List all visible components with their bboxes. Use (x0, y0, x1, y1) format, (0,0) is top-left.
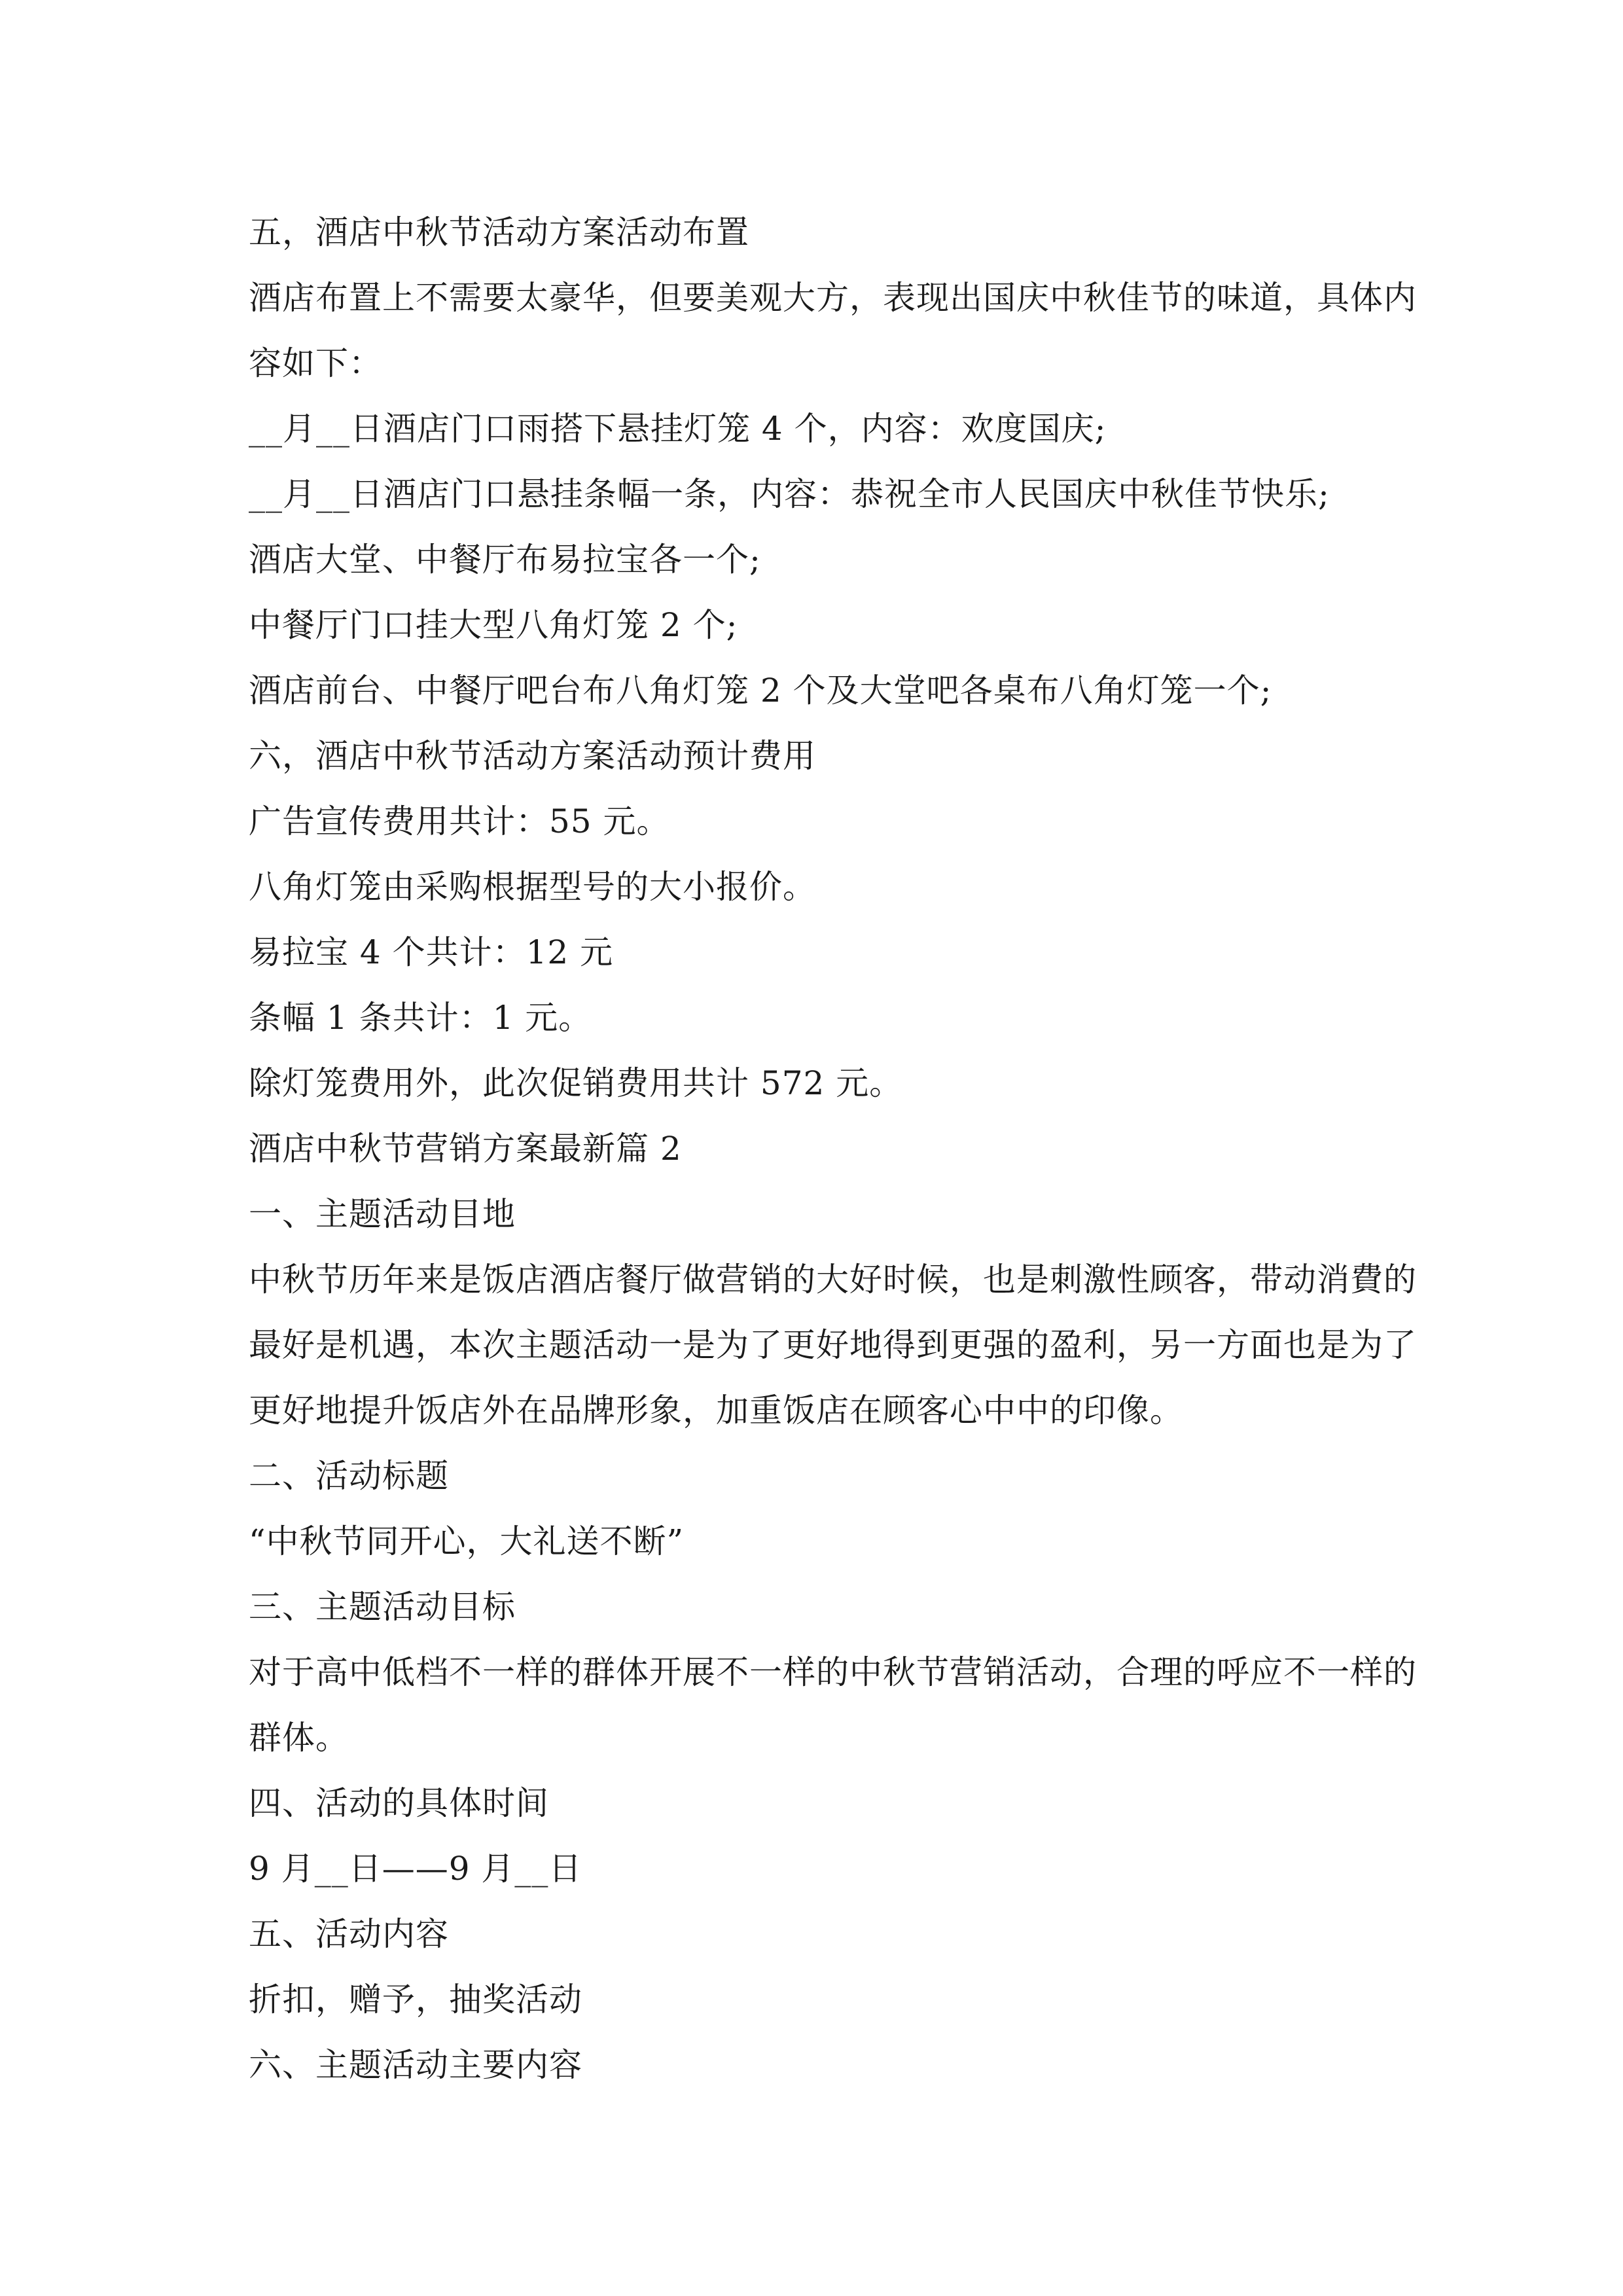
list-item: __月__日酒店门口悬挂条幅一条，内容：恭祝全市人民国庆中秋佳节快乐; (249, 475, 1330, 513)
list-item: 条幅 1 条共计：1 元。 (249, 999, 592, 1037)
paragraph-line: 酒店布置上不需要太豪华，但要美观大方，表现出国庆中秋佳节的味道，具体内 (249, 279, 1417, 317)
list-item: 易拉宝 4 个共计：12 元 (249, 933, 614, 971)
section-heading: 六、主题活动主要内容 (249, 2046, 582, 2084)
activity-dates: 9 月__日——9 月__日 (249, 1850, 582, 1888)
section-heading: 五、活动内容 (249, 1915, 449, 1953)
list-item: __月__日酒店门口雨搭下悬挂灯笼 4 个，内容：欢度国庆; (249, 410, 1107, 448)
paragraph-line: 群体。 (249, 1719, 349, 1757)
list-item: 中餐厅门口挂大型八角灯笼 2 个; (249, 606, 738, 644)
section-heading: 二、活动标题 (249, 1457, 449, 1495)
document-title: 酒店中秋节营销方案最新篇 2 (249, 1130, 682, 1168)
section-heading: 六，酒店中秋节活动方案活动预计费用 (249, 737, 816, 775)
list-item: 广告宣传费用共计：55 元。 (249, 802, 670, 840)
section-heading: 五，酒店中秋节活动方案活动布置 (249, 213, 749, 251)
section-heading: 四、活动的具体时间 (249, 1784, 549, 1822)
paragraph-line: 容如下： (249, 344, 382, 382)
list-item: 除灯笼费用外，此次促销费用共计 572 元。 (249, 1064, 903, 1102)
paragraph-line: 折扣，赠予，抽奖活动 (249, 1981, 582, 2018)
paragraph-line: 最好是机遇，本次主题活动一是为了更好地得到更强的盈利，另一方面也是为了 (249, 1326, 1417, 1364)
paragraph-line: 更好地提升饭店外在品牌形象，加重饭店在顾客心中中的印像。 (249, 1391, 1183, 1429)
document-body (249, 200, 1417, 2098)
activity-slogan: “中秋节同开心，大礼送不断” (249, 1522, 685, 1560)
paragraph-line: 对于高中低档不一样的群体开展不一样的中秋节营销活动，合理的呼应不一样的 (249, 1653, 1417, 1691)
section-heading: 三、主题活动目标 (249, 1588, 516, 1626)
list-item: 酒店前台、中餐厅吧台布八角灯笼 2 个及大堂吧各桌布八角灯笼一个; (249, 672, 1272, 709)
paragraph-line: 中秋节历年来是饭店酒店餐厅做营销的大好时候，也是刺激性顾客，带动消費的 (249, 1261, 1417, 1299)
list-item: 酒店大堂、中餐厅布易拉宝各一个; (249, 541, 761, 579)
list-item: 八角灯笼由采购根据型号的大小报价。 (249, 868, 816, 906)
section-heading: 一、主题活动目地 (249, 1195, 516, 1233)
